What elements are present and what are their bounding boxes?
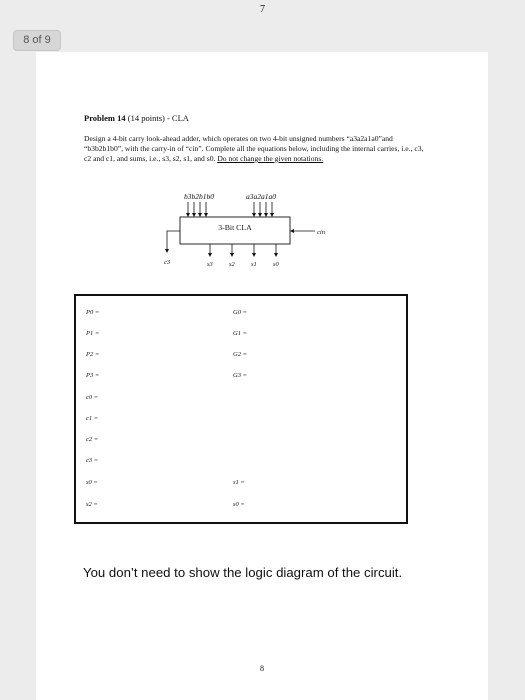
a-inputs-label: a3a2a1a0 [246,192,276,201]
equation-p2: P2 = [86,351,100,358]
cla-block-diagram [36,52,488,292]
equation-g0: G0 = [233,309,247,316]
page-indicator-badge: 8 of 9 [13,30,61,51]
b-input-arrows [188,202,206,215]
b-input-arrowheads [186,213,208,217]
equation-c0: c0 = [86,394,99,401]
equations-answer-box [74,294,408,524]
carry-out-arrowhead [165,249,169,253]
equation-s2: s2 = [86,501,98,508]
carry-in-label: cin [317,229,325,236]
equation-s1: s1 = [233,479,245,486]
equation-g3: G3 = [233,372,247,379]
equation-g2: G2 = [233,351,247,358]
equation-s0-left: s0 = [86,479,98,486]
cla-block-label: 3-Bit CLA [218,223,252,232]
notation-warning: Do not change the given notations. [217,154,324,163]
sum-output-lines [210,244,276,254]
equation-p3: P3 = [86,372,100,379]
carry-out-label: c3 [164,259,171,266]
sum-output-s1: s1 [251,261,257,268]
carry-out-line [167,231,180,250]
equation-s0-right: s0 = [233,501,245,508]
b-inputs-label: b3b2b1b0 [184,192,214,201]
sum-output-arrowheads [208,253,278,257]
equation-c2: c2 = [86,436,99,443]
sum-output-s3: s3 [207,261,213,268]
a-input-arrows [254,202,272,215]
sum-output-s0: s0 [273,261,279,268]
equation-c3: c3 = [86,457,99,464]
equation-g1: G1 = [233,330,247,337]
equation-p0: P0 = [86,309,100,316]
equation-p1: P1 = [86,330,100,337]
problem-number: Problem 14 [84,113,126,123]
sum-output-s2: s2 [229,261,235,268]
page-number-footer: 8 [260,664,264,673]
top-page-number: 7 [260,4,265,15]
problem-points: (14 points) - CLA [125,113,189,123]
equation-c1: c1 = [86,415,99,422]
logic-diagram-note: You don’t need to show the logic diagram of the circuit. [83,565,403,580]
carry-in-arrowhead [290,229,294,233]
document-page [36,52,488,700]
a-input-arrowheads [252,213,274,217]
problem-paragraph: Design a 4-bit carry look-ahead adder, which operates on two 4-bit unsigned numbers “a3a2a1a0”and “b3b2b1b0”, with the carry-in of “cin”. Complete all the equations below, including the internal carries, i.e., c3, c2 and c1, and sums, i.e., s3, s2, s1, and s0. [84,134,424,163]
